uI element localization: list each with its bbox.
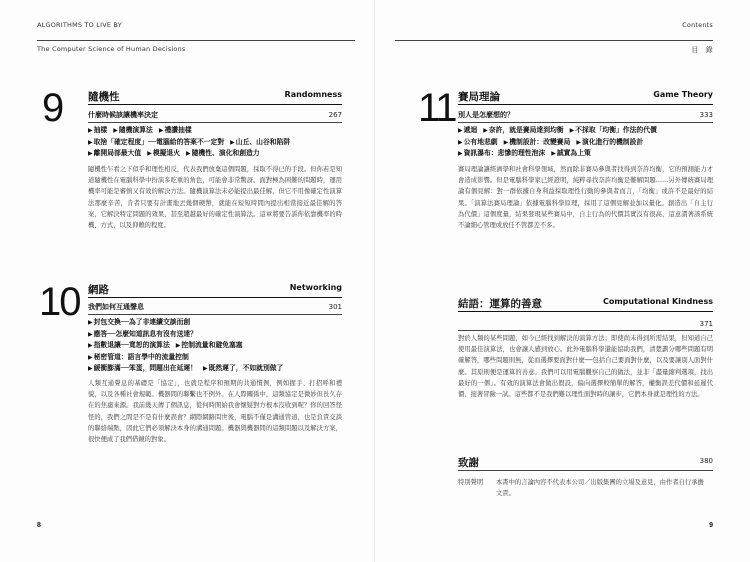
topic-item: ▶ 資訊瀑布：悲慘的理性泡沫 — [458, 149, 545, 157]
topic-line — [458, 125, 713, 137]
chapter-title: 結語：運算的善意 — [458, 298, 542, 310]
chapter-topics — [458, 125, 713, 160]
topic-item: ▶ 離開局部最大值 — [88, 149, 141, 157]
chapter-title-english: Networking — [289, 283, 342, 292]
chapter-page-number: 333 — [699, 111, 713, 119]
page-number-right: 9 — [709, 522, 713, 529]
topic-item: ▶ 公有地悲劇 — [458, 138, 498, 146]
topic-item: ▶ 既然遲了，不如就別做了 — [203, 364, 283, 372]
chapter-summary: 人類互通聲息的基礎是「協定」，也就是程序和預期的共通慣例，例如握手、打招呼和禮貌，以及各種社會規範。機器間的聯繫也不例外。在人際關係中，這類協定是微妙但長久存在的焦慮來源。我前幾天傳了個訊息，從何時開始我會懷疑對方根本沒收到呢？你的回答怪怪的，我們之間是不是有什麼誤會？網際網路問世後，電腦不僅是溝通管道，也是負責交談的聯絡端點，因此它們必須解決本身的溝通問題。機器與機器間的這類問題以及解決方案，很快便成了我們借鏡的對象。 — [88, 380, 342, 444]
chapter-title: 致謝 — [458, 457, 479, 469]
chapter-9 — [42, 80, 342, 270]
chapter-summary: 賽局理論讓經濟學和社會科學領域，然而除非賽局參與者找得到奈許均衡，它的預測能力才會造成影響。但是電腦科學家已經證明，純粹尋找奈許均衡是難解問題……另外傳統賽局理論有個見解：對一群依據自身利益採取理性行動的參與者而言，「均衡」或許不是最好的結果。「演算法賽局理論」依據電腦科學原理，採用了這個見解並加以量化。創造出「自主行為代價」這個度量，結果發現某些賽局中，自主行為的代價其實沒有很高，這意謂著該系統不論細心管理或放任不管都差不多。 — [458, 166, 713, 230]
topic-item: ▶ 抽樣 — [88, 126, 107, 134]
chapter-10 — [39, 280, 342, 510]
topic-line — [88, 329, 342, 341]
topic-item: ▶ 應答──怎麼知道訊息有沒有送達？ — [88, 330, 197, 338]
special-note-text: 本書中的言論內容不代表本公司／出版集團的立場及意見，由作者自行承擔文責。 — [496, 479, 704, 498]
topic-item: ▶ 模擬退火 — [147, 149, 180, 157]
topic-item: ▶ 奈許，就是賽局達到均衡 — [483, 126, 563, 134]
chapter-title-english: Computational Kindness — [602, 297, 713, 306]
chapter-title: 隨機性 — [88, 91, 120, 103]
topic-item: ▶ 封包交換──為了非連續交談而創 — [88, 318, 190, 326]
chapter-summary: 隨機性乍看之下似乎和理性相反，代表我們放棄這個問題，採取不得已的手段。但你若是知道隨機性在電腦科學中扮演多吃重的角色，可能會非常驚訝。面對極為困難的問題時，運用機率可能是審慎又有效的解決方法。隨機演算法未必能提出最佳解，但它不用像確定性演算法那麼辛苦，肯者只要有計畫地丟幾個硬幣，就能在短短時間內提出相當接近最佳解的答案，它解決特定問題的效果，甚至超越最好的確定性演算法。這章將要告訴你依靠機率的時機、方式，以及仰賴的程度。 — [88, 166, 342, 230]
special-note — [458, 477, 713, 501]
chapter-page-number: 267 — [328, 111, 342, 119]
chapter-title-english: Game Theory — [653, 90, 713, 99]
chapter-topics — [88, 125, 342, 160]
chapter-summary: 對於人類的某些問題，如今已經找到解決的演算方法；即使尚未得到所需結果，但知道自己使用最佳演算法，也會讓人感到放心。此外電腦科學還能協助我們，清楚劃分哪些問題有明確解答，哪些問題則無，從而選擇要面對什麼──包括自己要面對什麼，以及要讓別人面對什麼。其原則便是運算的善意。我們可以用電腦觀察自己的做法，並非「盡量縮判選項，找出最好的一個」。有效的演算法會做出假設，偏向選擇較簡單的解答，權衡誤差代價和延遲代價，接著冒險一試。這些都不是我們難以理性面對時的讓步，它們本身就是理性的方法。 — [458, 335, 713, 399]
chapter-subtitle-rule — [88, 314, 342, 315]
topic-line — [88, 340, 342, 352]
chapter-page-number: 301 — [328, 303, 342, 311]
topic-line — [88, 137, 342, 149]
chapter-title: 賽局理論 — [458, 91, 500, 103]
chapter-subtitle-rule — [88, 122, 342, 123]
chapter-page-number: 371 — [699, 320, 713, 328]
chapter-number: 10 — [39, 280, 80, 324]
topic-line — [458, 148, 713, 160]
chapter-rule — [88, 297, 342, 298]
chapter-subtitle: 我們如何互通聲息 — [88, 303, 144, 311]
topic-item: ▶ 不採取「均衡」作法的代價 — [570, 126, 657, 134]
running-head-rule — [395, 40, 713, 41]
topic-line — [88, 317, 342, 329]
chapter-title: 網路 — [88, 284, 109, 296]
chapter-acknowledgements — [458, 455, 713, 515]
topic-item: ▶ 秘密管道：語言學中的流量控制 — [88, 353, 189, 361]
chapter-subtitle: 什麼時候該讓機率決定 — [88, 111, 158, 119]
chapter-number: 11 — [418, 86, 456, 130]
chapter-conclusion — [458, 296, 713, 446]
chapter-rule — [458, 104, 713, 105]
topic-item: ▶ 遞迴 — [458, 126, 477, 134]
right-page — [375, 0, 750, 562]
running-head-rule — [37, 40, 355, 41]
topic-item: ▶ 隨機性、演化和創造力 — [186, 149, 260, 157]
page-number-left: 8 — [37, 522, 41, 529]
topic-line — [88, 125, 342, 137]
topic-item: ▶ 取捨「確定程度」──電腦給的答案不一定對 — [88, 138, 224, 146]
topic-item: ▶ 誠實為上策 — [551, 149, 591, 157]
chapter-rule — [458, 470, 713, 471]
special-note-label: 特別聲明 — [458, 479, 484, 486]
topic-item: ▶ 機制設計：改變賽局 — [504, 138, 571, 146]
topic-item: ▶ 緩衝膨滿──笨蛋，問題出在延遲！ — [88, 364, 197, 372]
chapter-title-english: Randomness — [284, 90, 342, 99]
chapter-number: 9 — [42, 86, 63, 130]
running-head-subtitle: 目 錄 — [691, 46, 713, 54]
chapter-rule — [88, 104, 342, 105]
topic-item: ▶ 演化進行的機制設計 — [576, 138, 643, 146]
running-head-title: ALGORITHMS TO LIVE BY — [37, 21, 122, 29]
chapter-page-number: 380 — [699, 457, 713, 465]
chapter-topics — [88, 317, 342, 375]
topic-line — [88, 363, 342, 375]
chapter-subtitle-rule — [458, 122, 713, 123]
topic-item: ▶ 隨機演算法 — [113, 126, 153, 134]
topic-line — [88, 352, 342, 364]
chapter-11 — [420, 80, 713, 280]
running-head-subtitle: The Computer Science of Human Decisions — [37, 45, 186, 53]
chapter-subtitle-rule — [458, 330, 713, 331]
topic-item: ▶ 禮讚抽樣 — [159, 126, 192, 134]
running-head-title: Contents — [682, 21, 713, 29]
topic-item: ▶ 山丘、山谷和陷阱 — [230, 138, 290, 146]
topic-item: ▶ 控制流量和避免塞塞 — [176, 341, 243, 349]
chapter-rule — [458, 311, 713, 312]
topic-line — [458, 137, 713, 149]
chapter-subtitle: 別人是怎麼想的？ — [458, 111, 514, 119]
topic-item: ▶ 指數退讓──寬恕的演算法 — [88, 341, 170, 349]
topic-line — [88, 148, 342, 160]
